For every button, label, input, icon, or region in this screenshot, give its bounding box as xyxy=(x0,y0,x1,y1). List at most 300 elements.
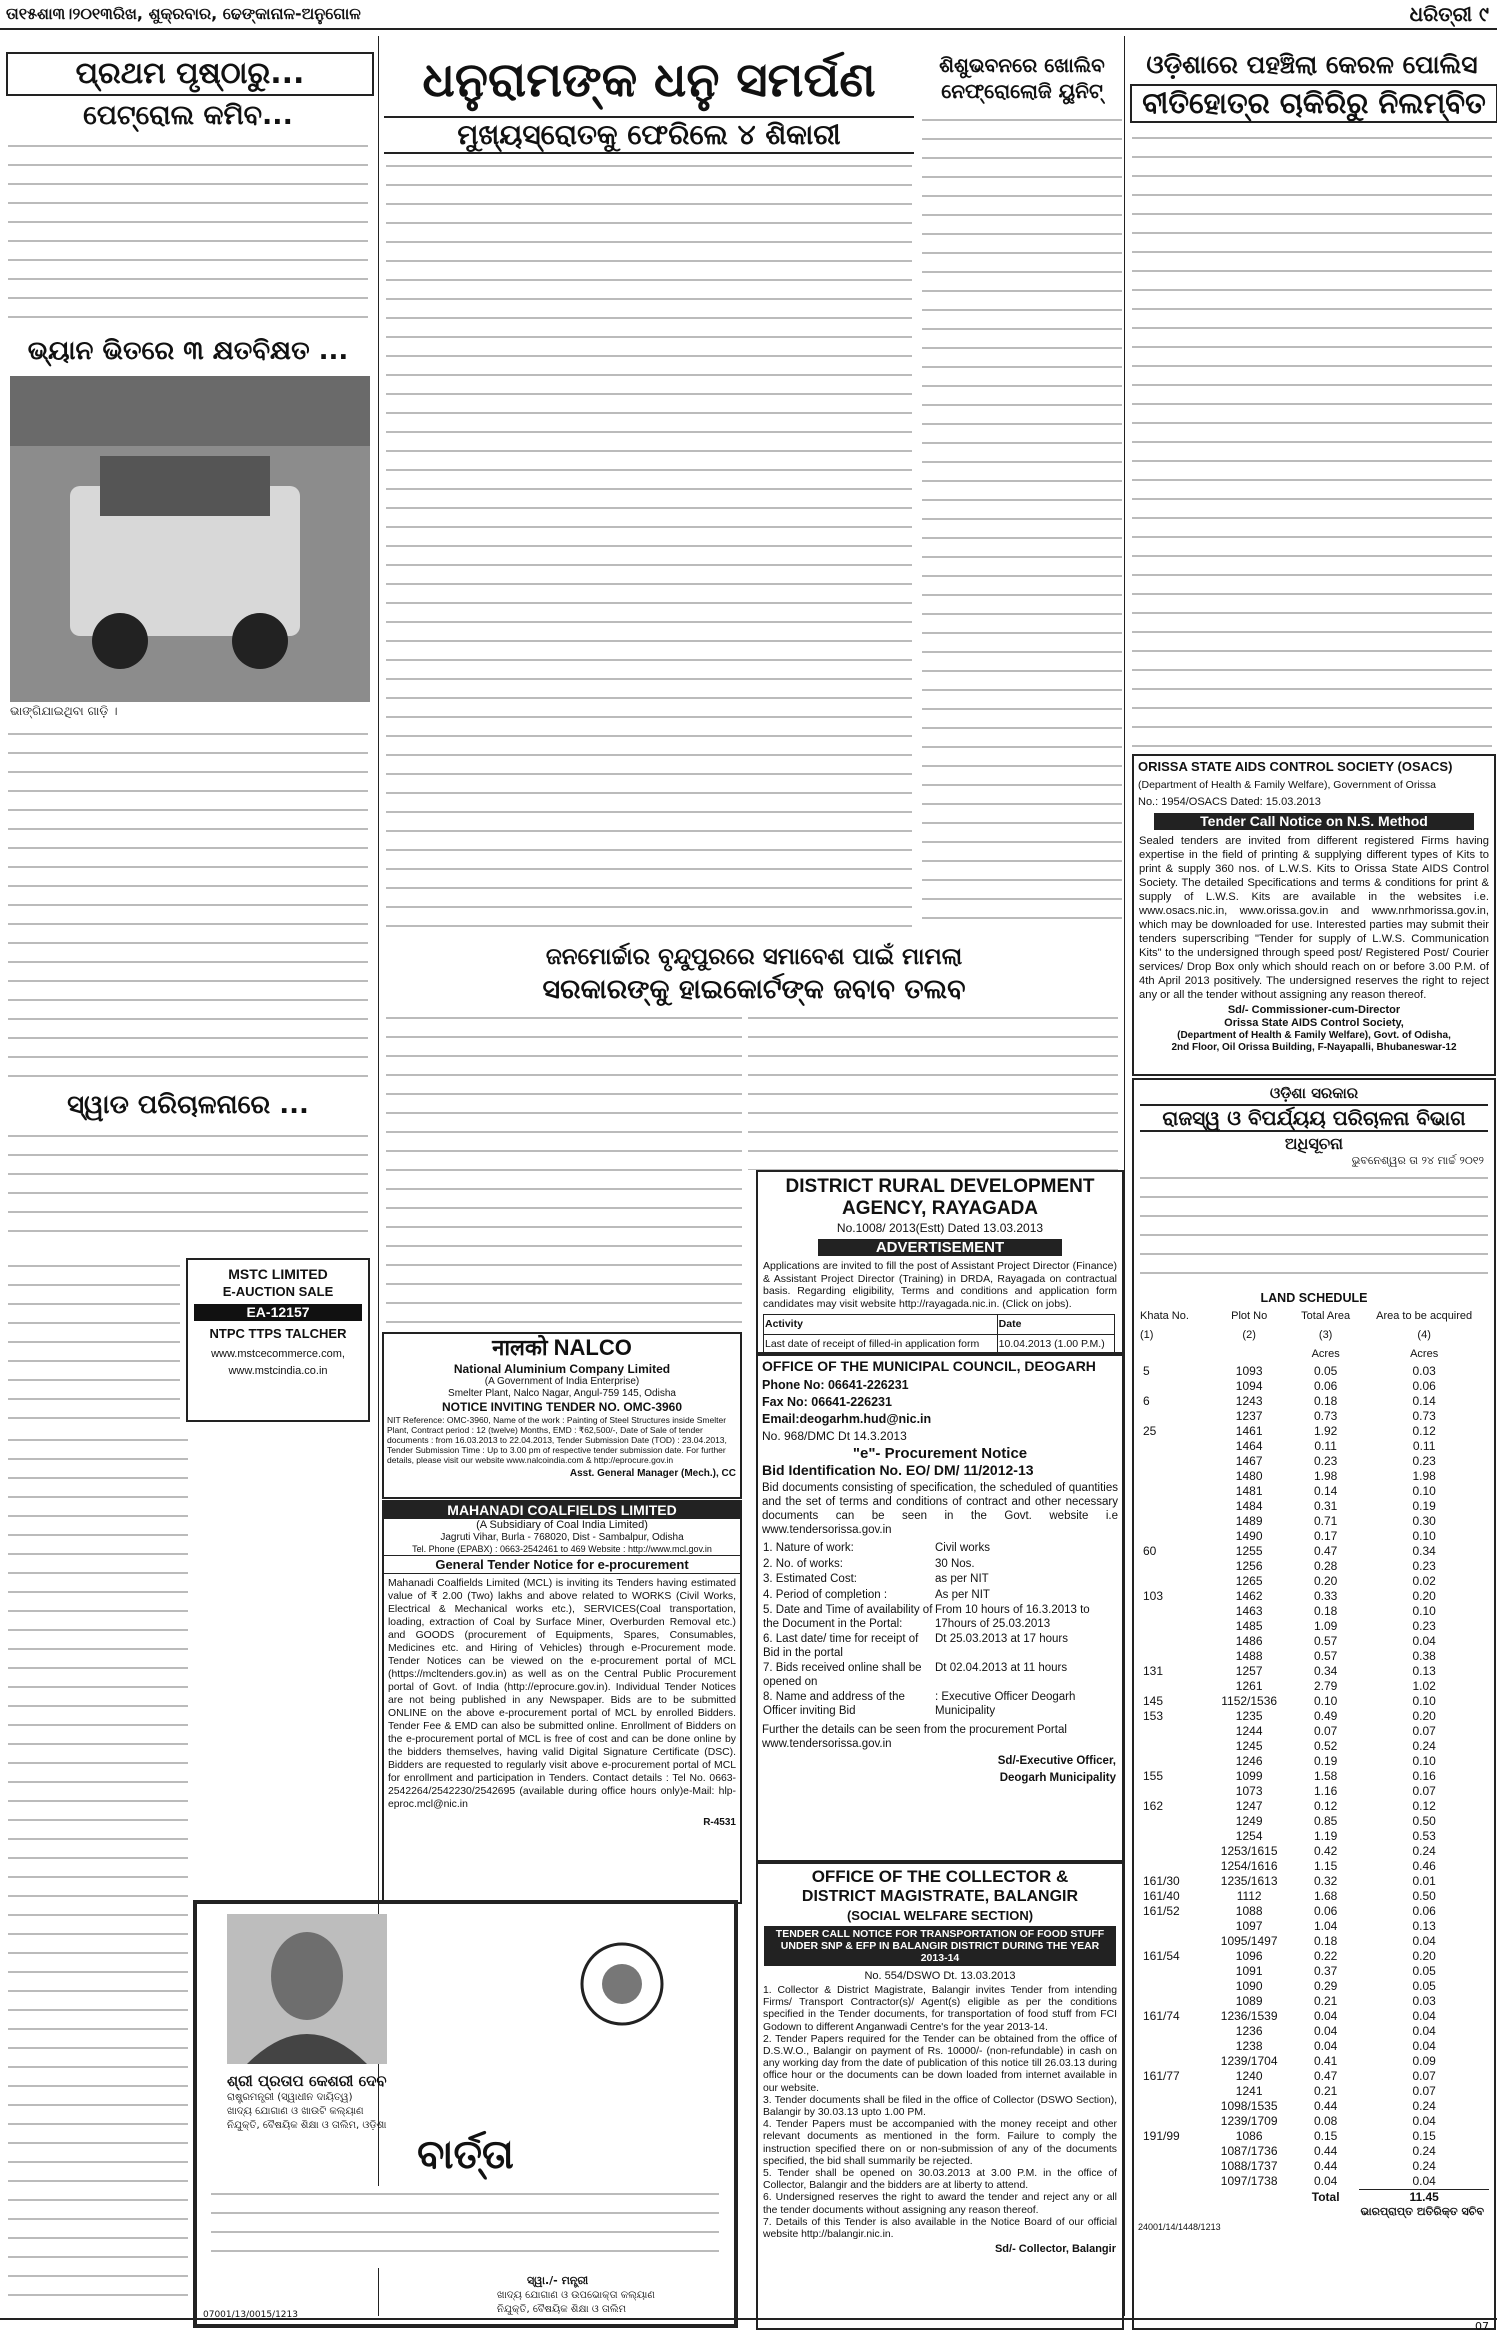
land-schedule-cell: 1461 xyxy=(1235,1424,1263,1438)
land-schedule-cell: 0.33 xyxy=(1313,1589,1338,1603)
land-schedule-cell: 0.24 xyxy=(1412,2144,1436,2158)
land-schedule-cell: 1237 xyxy=(1235,1409,1263,1423)
land-schedule-cell: 1088/1737 xyxy=(1220,2159,1278,2173)
deogarh-item-value: as per NIT xyxy=(935,1573,989,1585)
land-schedule-cell: 0.19 xyxy=(1412,1499,1436,1513)
deogarh-sign-1: Sd/-Executive Officer, xyxy=(997,1755,1116,1767)
minister-name: ଶ୍ରୀ ପ୍ରତାପ କେଶରୀ ଦେବ xyxy=(227,2072,387,2090)
message-sign-1: ସ୍ୱା./- ମନ୍ତ୍ରୀ xyxy=(527,2274,589,2287)
land-schedule-cell: 0.08 xyxy=(1313,2114,1338,2128)
land-schedule-cell: 0.10 xyxy=(1412,1484,1436,1498)
land-schedule-cell: 0.28 xyxy=(1313,1559,1338,1573)
nalco-logo: नालको NALCO xyxy=(492,1335,632,1360)
message-ref: 07001/13/0015/1213 xyxy=(203,2310,298,2320)
land-schedule-row xyxy=(1139,1424,1489,1439)
land-schedule-cell: 1.09 xyxy=(1313,1619,1338,1633)
land-schedule-row xyxy=(1139,1379,1489,1394)
land-schedule-cell: 1249 xyxy=(1235,1814,1263,1828)
land-schedule-cell: 0.52 xyxy=(1313,1739,1338,1753)
land-schedule-cell: 0.05 xyxy=(1412,1964,1436,1978)
col-number: (4) xyxy=(1417,1329,1431,1341)
land-schedule-row xyxy=(1139,2039,1489,2054)
land-schedule-cell: 0.12 xyxy=(1412,1799,1436,1813)
land-schedule-cell xyxy=(1139,1484,1206,1499)
nephrology-headline: ଶିଶୁଭବନରେ ଖୋଲିବ ନେଫ୍ରୋଲୋଜି ୟୁନିଟ୍ xyxy=(939,53,1105,103)
land-schedule-cell: 1112 xyxy=(1236,1889,1262,1903)
deogarh-item xyxy=(762,1661,1116,1690)
land-schedule-cell: 0.10 xyxy=(1313,1694,1338,1708)
footer-page: 07 xyxy=(1475,2320,1489,2333)
drda-th-activity: Activity xyxy=(764,1315,998,1335)
land-schedule-row xyxy=(1139,1949,1489,1964)
land-schedule-cell xyxy=(1139,1964,1206,1979)
accident-photo xyxy=(10,376,370,702)
land-schedule-cell xyxy=(1139,1649,1206,1664)
mcl-ref: R-4531 xyxy=(703,1817,736,1828)
mcl-tel: Tel. Phone (EPABX) : 0663-2542461 to 469 Website : http://www.mcl.gov.in xyxy=(412,1544,712,1554)
land-schedule-cell: 145 xyxy=(1143,1694,1164,1708)
petrol-article-text xyxy=(8,138,368,328)
osacs-dept: (Department of Health & Family Welfare), Government of Orissa xyxy=(1138,779,1436,791)
land-schedule-cell: 1152/1536 xyxy=(1221,1694,1278,1708)
land-schedule-row xyxy=(1139,1784,1489,1799)
deogarh-item-value: Dt 25.03.2013 at 17 hours xyxy=(935,1633,1068,1645)
land-schedule-row xyxy=(1139,1964,1489,1979)
balangir-call: TENDER CALL NOTICE FOR TRANSPORTATION OF FOOD STUFF UNDER SNP & EFP IN BALANGIR DISTRICT DURING THE YEAR 2013-14 xyxy=(764,1926,1116,1966)
land-schedule-cell: 0.21 xyxy=(1313,2084,1338,2098)
land-schedule-cell: 0.23 xyxy=(1412,1619,1436,1633)
land-schedule-cell: 0.06 xyxy=(1412,1904,1436,1918)
land-schedule-cell: 0.46 xyxy=(1412,1859,1436,1873)
land-schedule-row xyxy=(1139,1994,1489,2009)
balangir-sign: Sd/- Collector, Balangir xyxy=(994,2243,1116,2256)
land-schedule-cell: 0.11 xyxy=(1412,1439,1436,1453)
land-schedule-row xyxy=(1139,2099,1489,2114)
land-schedule-row xyxy=(1139,1619,1489,1634)
deogarh-items xyxy=(762,1541,1116,1719)
land-schedule-cell: 0.24 xyxy=(1412,1739,1436,1753)
land-schedule-cell: 1.16 xyxy=(1313,1784,1338,1798)
deogarh-item-key: 1. Nature of work: xyxy=(763,1542,854,1554)
deogarh-item-key: 5. Date and Time of availability of the Document in the Portal: xyxy=(763,1604,933,1630)
balangir-item: 2. Tender Papers required for the Tender can be obtained from the office of D.S.W.O., Balangir on payment of Rs. 10000/- (non-refundable) in cash on any working day from the date of publication of this notice till 26.03.13 during office hour or the documents can be down loaded from internet available in our website. xyxy=(763,2033,1117,2094)
land-schedule-cell: 1.15 xyxy=(1313,1859,1338,1873)
land-schedule-cell: 0.11 xyxy=(1314,1439,1337,1453)
deogarh-title: OFFICE OF THE MUNICIPAL COUNCIL, DEOGARH xyxy=(762,1358,1096,1374)
land-schedule-row xyxy=(1139,2159,1489,2174)
land-schedule-cell: 1090 xyxy=(1235,1979,1263,1993)
land-schedule-cell: 0.49 xyxy=(1313,1709,1338,1723)
nalco-address: Smelter Plant, Nalco Nagar, Angul-759 145, Odisha xyxy=(448,1388,676,1399)
land-schedule-cell: 1463 xyxy=(1235,1604,1263,1618)
land-schedule-cell xyxy=(1139,1754,1206,1769)
drda-td-date: 10.04.2013 (1.00 P.M.) xyxy=(997,1335,1114,1355)
minister-message-ad xyxy=(193,1900,738,2328)
balangir-title-2: DISTRICT MAGISTRATE, BALANGIR xyxy=(801,1888,1079,1905)
land-schedule-cell xyxy=(1139,1814,1206,1829)
land-schedule-cell: 0.04 xyxy=(1412,2174,1436,2188)
page-number: ଧରିତ୍ରୀ ୯ xyxy=(1409,2,1489,26)
deogarh-number: No. 968/DMC Dt 14.3.2013 xyxy=(762,1429,907,1443)
land-schedule-cell: 1240 xyxy=(1235,2069,1263,2083)
squad-headline: ସ୍ୱାଡ ପରିଚାଳନାରେ ... xyxy=(67,1090,309,1120)
land-schedule-row xyxy=(1139,1649,1489,1664)
land-schedule-row xyxy=(1139,1709,1489,1724)
land-schedule-cell: 0.07 xyxy=(1412,1784,1436,1798)
land-schedule-cell: 0.07 xyxy=(1412,2069,1436,2083)
col-unit xyxy=(1206,1345,1292,1364)
balangir-section: (SOCIAL WELFARE SECTION) xyxy=(846,1908,1034,1923)
deogarh-notice: "e"- Procurement Notice xyxy=(852,1445,1028,1462)
message-title: ବାର୍ତ୍ତା xyxy=(417,2132,514,2178)
land-schedule-row xyxy=(1139,2024,1489,2039)
van-article-text xyxy=(8,726,368,1086)
mcl-title: MAHANADI COALFIELDS LIMITED xyxy=(384,1502,740,1519)
kerala-subhead: ବୀତିହୋତ୍ର ଚାକିରିରୁ ନିଲମ୍ବିତ xyxy=(1130,84,1497,123)
mcl-heading: General Tender Notice for e-procurement xyxy=(384,1555,740,1574)
col-header: Area to be acquired xyxy=(1376,1310,1473,1322)
nalco-title: NOTICE INVITING TENDER NO. OMC-3960 xyxy=(441,1400,683,1414)
land-schedule-cell: 1490 xyxy=(1235,1529,1263,1543)
rally-subhead: ସରକାରଙ୍କୁ ହାଇକୋର୍ଟଙ୍କ ଜବାବ ତଲବ xyxy=(542,974,966,1005)
land-schedule-cell: 0.73 xyxy=(1412,1409,1436,1423)
land-schedule-row xyxy=(1139,1859,1489,1874)
land-schedule-cell: 0.21 xyxy=(1313,1994,1338,2008)
land-schedule-cell: 0.20 xyxy=(1412,1709,1436,1723)
land-schedule-cell: 1099 xyxy=(1235,1769,1263,1783)
land-schedule-cell: 0.53 xyxy=(1412,1829,1436,1843)
land-schedule-row xyxy=(1139,1454,1489,1469)
minister-role-1: ରାଷ୍ଟ୍ରମନ୍ତ୍ରୀ (ସ୍ୱାଧୀନ ଦାୟିତ୍ୱ) xyxy=(227,2092,353,2103)
land-schedule-cell: 1265 xyxy=(1235,1574,1263,1588)
land-schedule-cell: 0.13 xyxy=(1412,1664,1436,1678)
land-schedule-cell: 0.24 xyxy=(1412,2099,1436,2113)
drda-ad xyxy=(756,1170,1124,1354)
land-schedule-cell: 0.44 xyxy=(1313,2099,1338,2113)
column-rule xyxy=(1124,36,1125,2316)
land-schedule-cell: 0.20 xyxy=(1412,1949,1436,1963)
land-schedule-cell: 0.13 xyxy=(1412,1919,1436,1933)
balangir-title-1: OFFICE OF THE COLLECTOR & xyxy=(811,1867,1069,1886)
mstc-sale: E-AUCTION SALE xyxy=(222,1284,334,1299)
land-schedule-body xyxy=(1139,1364,1489,2190)
drda-th-date: Date xyxy=(997,1315,1114,1335)
land-schedule-cell: 0.57 xyxy=(1313,1634,1338,1648)
land-schedule-cell xyxy=(1139,1784,1206,1799)
land-schedule-row xyxy=(1139,1589,1489,1604)
land-schedule-cell: 0.23 xyxy=(1313,1454,1338,1468)
deogarh-item-key: 3. Estimated Cost: xyxy=(763,1573,857,1585)
land-schedule-cell: 1246 xyxy=(1235,1754,1263,1768)
deogarh-item-value: As per NIT xyxy=(935,1588,990,1601)
land-schedule-cell xyxy=(1139,1844,1206,1859)
land-schedule-cell: 1089 xyxy=(1235,1994,1263,2008)
land-schedule-row xyxy=(1139,1889,1489,1904)
rally-article-text xyxy=(386,1010,742,1330)
land-schedule-cell xyxy=(1139,1679,1206,1694)
land-schedule-cell xyxy=(1139,1619,1206,1634)
nalco-body: NIT Reference: OMC-3960, Name of the work : Painting of Steel Structures inside Smelter Plant, Contract period : 12 (twelve) Months, EMD : ₹62,500/-, Date of Sale of tender documents : from 16.03.2013 to 22.04.2013, Tender Submission Date (TOD) : 23.04.2013, Tender Submission Time : Up to 3.00 pm of respective tender submission date. For further details, please visit our website www.nalcoindia.com & http://eprocure.gov.in xyxy=(387,1415,727,1465)
nalco-sign: Asst. General Manager (Mech.), CC xyxy=(569,1468,736,1479)
van-headline: ଭ୍ୟାନ ଭିତରେ ୩ କ୍ଷତବିକ୍ଷତ ... xyxy=(27,336,349,366)
total-cell xyxy=(1206,2190,1292,2206)
land-schedule-cell: 0.15 xyxy=(1313,2129,1338,2143)
land-schedule-cell: 1253/1615 xyxy=(1220,1844,1278,1858)
squad-article-text-3 xyxy=(8,1432,188,2312)
message-sign-2: ଖାଦ୍ୟ ଯୋଗାଣ ଓ ଉପଭୋକ୍ତା କଲ୍ୟାଣ xyxy=(497,2290,655,2301)
land-schedule-cell xyxy=(1139,1979,1206,1994)
petrol-headline: ପେଟ୍ରୋଲ କମିବ... xyxy=(83,100,293,131)
land-schedule-cell: 155 xyxy=(1143,1769,1164,1783)
revenue-date: ଭୁବନେଶ୍ୱର ତା ୨୪ ମାର୍ଚ୍ଚ ୨୦୧୨ xyxy=(1351,1154,1484,1167)
nalco-name: National Aluminium Company Limited xyxy=(453,1362,671,1376)
land-schedule-row xyxy=(1139,1799,1489,1814)
land-schedule-cell: 0.06 xyxy=(1313,1904,1338,1918)
drda-table xyxy=(763,1314,1115,1354)
land-schedule-cell: 1.02 xyxy=(1412,1679,1436,1693)
land-schedule-cell xyxy=(1139,1379,1206,1394)
land-schedule-cell: 0.44 xyxy=(1313,2159,1338,2173)
col-header: Total Area xyxy=(1301,1310,1351,1322)
revenue-notice: ଅଧିସୂଚନା xyxy=(1284,1134,1344,1153)
land-schedule-cell: 1239/1709 xyxy=(1220,2114,1278,2128)
land-schedule-cell: 0.41 xyxy=(1313,2054,1338,2068)
land-schedule-cell: 1257 xyxy=(1235,1664,1263,1678)
land-schedule-row xyxy=(1139,1769,1489,1784)
land-schedule-cell: 161/52 xyxy=(1143,1904,1180,1918)
land-schedule-cell: 0.12 xyxy=(1313,1799,1338,1813)
land-schedule-cell: 0.07 xyxy=(1313,1724,1338,1738)
land-schedule-cell xyxy=(1139,1409,1206,1424)
land-schedule-cell xyxy=(1139,1514,1206,1529)
land-schedule-row xyxy=(1139,1574,1489,1589)
squad-article-text-2 xyxy=(8,1258,180,1426)
osacs-number: No.: 1954/OSACS Dated: 15.03.2013 xyxy=(1138,796,1321,808)
land-schedule-cell: 1241 xyxy=(1235,2084,1263,2098)
minister-role-3: ନିଯୁକ୍ତି, ବୈଷୟିକ ଶିକ୍ଷା ଓ ତାଲିମ, ଓଡ଼ିଶା xyxy=(227,2120,387,2131)
land-schedule-cell: 0.31 xyxy=(1313,1499,1338,1513)
deogarh-item xyxy=(762,1557,1116,1573)
deogarh-item-value: From 10 hours of 16.3.2013 to 17hours of 25.03.2013 xyxy=(935,1604,1090,1630)
drda-td-activity: Last date of receipt of filled-in application form xyxy=(764,1335,998,1355)
land-schedule-cell xyxy=(1139,2144,1206,2159)
land-schedule-cell: 0.04 xyxy=(1412,2024,1436,2038)
land-schedule-cell: 0.10 xyxy=(1412,1604,1436,1618)
drda-body: Applications are invited to fill the post of Assistant Project Director (Finance) & Assistant Project Director (Training) in DRDA, Rayagada on contractual basis. Regarding eligibility, Terms and conditions and application form candidates may visit website http://rayagada.nic.in. (Click on jobs). xyxy=(763,1260,1117,1310)
mstc-ntpc: NTPC TTPS TALCHER xyxy=(209,1326,347,1341)
land-schedule-cell: 1.68 xyxy=(1313,1889,1338,1903)
osacs-notice: Tender Call Notice on N.S. Method xyxy=(1154,813,1474,830)
land-schedule-cell: 1464 xyxy=(1235,1439,1263,1453)
land-schedule-cell: 0.22 xyxy=(1313,1949,1338,1963)
total-label: Total xyxy=(1311,2189,1340,2204)
land-schedule-row xyxy=(1139,1829,1489,1844)
land-schedule-cell: 1484 xyxy=(1235,1499,1263,1513)
land-schedule-row xyxy=(1139,1364,1489,1379)
land-schedule-cell: 5 xyxy=(1143,1364,1150,1378)
land-schedule-row xyxy=(1139,1754,1489,1769)
photo-caption: ଭାଙ୍ଗିଯାଇଥିବା ଗାଡ଼ି । xyxy=(10,704,118,718)
land-schedule-cell: 0.37 xyxy=(1313,1964,1338,1978)
land-schedule-cell: 1481 xyxy=(1235,1484,1263,1498)
kerala-headline: ଓଡ଼ିଶାରେ ପହଞ୍ଚିଲା କେରଳ ପୋଲିସ xyxy=(1146,50,1478,79)
land-schedule-cell: 0.05 xyxy=(1313,1364,1338,1378)
land-schedule-cell: 0.71 xyxy=(1313,1514,1338,1528)
balangir-item: 7. Details of this Tender is also available in the Notice Board of our official website http://balangir.nic.in. xyxy=(763,2216,1117,2241)
deogarh-item-key: 4. Period of completion : xyxy=(763,1588,888,1601)
land-schedule-cell: 0.09 xyxy=(1412,2054,1436,2068)
land-schedule-cell: 0.07 xyxy=(1412,2084,1436,2098)
osacs-sign-3: (Department of Health & Family Welfare), Govt. of Odisha, xyxy=(1177,1030,1451,1041)
land-schedule-cell xyxy=(1139,1829,1206,1844)
land-schedule-row xyxy=(1139,1469,1489,1484)
land-schedule-cell xyxy=(1139,1994,1206,2009)
land-schedule-cell: 1091 xyxy=(1235,1964,1263,1978)
drda-title-1: DISTRICT RURAL DEVELOPMENT xyxy=(785,1176,1095,1197)
col-unit: Acres xyxy=(1410,1348,1439,1360)
osacs-body: Sealed tenders are invited from different registered Firms having expertise in the field of printing & supplying different types of Kits to print & supply 360 nos. of L.W.S. Kits to Orissa State AIDS Control Society. The detailed Specifications and terms & conditions for print & supply of L.W.S. Kits are available in the websites i.e. www.osacs.nic.in, www.orissa.gov.in and www.nrhmorissa.gov.in, which may be downloaded for use. Interested parties may submit their tenders superscribing "Tender for supply of L.W.S. Communication Kits" to the undersigned through speed post/ Registered Post/ Courier services/ Drop Box only which should reach on or before 3.00 P.M. of 4th April 2013 positively. The undersigned reserves the right to reject any or all the tender without assigning any reason thereof. xyxy=(1139,835,1489,1001)
land-schedule-row xyxy=(1139,2009,1489,2024)
land-schedule-cell: 1086 xyxy=(1235,2129,1263,2143)
land-schedule-cell: 1488 xyxy=(1235,1649,1263,1663)
total-cell xyxy=(1139,2190,1206,2206)
land-schedule-cell: 162 xyxy=(1143,1799,1164,1813)
land-schedule-cell: 0.47 xyxy=(1313,1544,1338,1558)
deogarh-fax: Fax No: 06641-226231 xyxy=(762,1395,892,1409)
land-schedule-row xyxy=(1139,1559,1489,1574)
land-schedule-cell: 1235/1613 xyxy=(1220,1874,1278,1888)
land-schedule-cell: 0.03 xyxy=(1412,1364,1436,1378)
land-schedule-cell: 0.19 xyxy=(1313,1754,1338,1768)
land-schedule-row xyxy=(1139,1694,1489,1709)
main-headline: ଧନୁରାମଙ୍କ ଧନୁ ସମର୍ପଣ xyxy=(422,52,876,108)
deogarh-item-key: 6. Last date/ time for receipt of Bid in the portal xyxy=(763,1633,919,1659)
land-schedule-cell xyxy=(1139,2024,1206,2039)
deogarh-item-key: 2. No. of works: xyxy=(763,1557,843,1570)
land-schedule-cell: 0.10 xyxy=(1412,1529,1436,1543)
land-schedule-cell: 0.05 xyxy=(1412,1979,1436,1993)
land-schedule-cell: 0.50 xyxy=(1412,1889,1436,1903)
land-schedule-cell: 0.04 xyxy=(1412,1934,1436,1948)
main-subhead: ମୁଖ୍ୟସ୍ରୋତକୁ ଫେରିଲେ ୪ ଶିକାରୀ xyxy=(384,116,914,154)
land-schedule-cell: 0.42 xyxy=(1313,1844,1338,1858)
message-sign-3: ନିଯୁକ୍ତି, ବୈଷୟିକ ଶିକ୍ଷା ଓ ତାଲିମ xyxy=(497,2304,627,2315)
land-schedule-cell: 161/54 xyxy=(1143,1949,1180,1963)
land-schedule-row xyxy=(1139,1634,1489,1649)
deogarh-item xyxy=(762,1572,1116,1588)
osacs-title: ORISSA STATE AIDS CONTROL SOCIETY (OSACS) xyxy=(1138,759,1453,774)
land-schedule-row xyxy=(1139,1679,1489,1694)
deogarh-sign-2: Deogarh Municipality xyxy=(999,1772,1116,1784)
land-schedule-row xyxy=(1139,1739,1489,1754)
land-schedule-cell: 1097 xyxy=(1235,1919,1263,1933)
land-schedule-cell: 0.23 xyxy=(1412,1559,1436,1573)
land-schedule-cell: 0.18 xyxy=(1313,1934,1338,1948)
land-schedule-row xyxy=(1139,1814,1489,1829)
minister-role-2: ଖାଦ୍ୟ ଯୋଗାଣ ଓ ଖାଉଟି କଲ୍ୟାଣ xyxy=(227,2106,364,2117)
nephrology-article-text xyxy=(922,112,1122,932)
land-schedule-cell: 161/77 xyxy=(1143,2069,1180,2083)
land-schedule-cell: 161/40 xyxy=(1143,1889,1180,1903)
mstc-website: www.mstcecommerce.com, www.mstcindia.co.in xyxy=(211,1348,345,1377)
land-schedule-cell xyxy=(1139,1934,1206,1949)
land-schedule-row xyxy=(1139,2069,1489,2084)
land-schedule-row xyxy=(1139,1514,1489,1529)
land-schedule-row xyxy=(1139,1844,1489,1859)
land-schedule-cell xyxy=(1139,1919,1206,1934)
deogarh-item-value: : Executive Officer Deogarh Municipality xyxy=(935,1691,1076,1717)
date-line: ତା୧୫ଶା୩।୨୦୧୩ରିଖ, ଶୁକ୍ରବାର, ଢେଙ୍କାନାଳ-ଅନୁଗୋଳ xyxy=(6,4,361,23)
land-schedule-cell: 0.04 xyxy=(1412,1634,1436,1648)
land-schedule-row xyxy=(1139,2174,1489,2190)
land-schedule-cell: 0.85 xyxy=(1313,1814,1338,1828)
land-schedule-row xyxy=(1139,1874,1489,1889)
col-number: (3) xyxy=(1318,1329,1333,1341)
land-schedule-cell: 1087/1736 xyxy=(1220,2144,1278,2158)
balangir-item: 3. Tender documents shall be filed in the office of Collector (DSWO Section), Balangir by 30.03.13 upto 1.00 PM. xyxy=(763,2094,1117,2119)
land-schedule-cell: 0.04 xyxy=(1313,2024,1338,2038)
balangir-ad xyxy=(756,1862,1124,2330)
land-schedule-cell: 0.04 xyxy=(1412,2039,1436,2053)
land-schedule-cell: 1073 xyxy=(1235,1784,1263,1798)
land-schedule-cell xyxy=(1139,1499,1206,1514)
land-schedule-cell xyxy=(1139,2084,1206,2099)
deogarh-bid-id: Bid Identification No. EO/ DM/ 11/2012-13 xyxy=(762,1462,1034,1478)
land-schedule-cell: 131 xyxy=(1143,1664,1164,1678)
page-header xyxy=(0,0,1497,30)
land-schedule-cell: 0.18 xyxy=(1313,1604,1338,1618)
land-schedule-cell: 153 xyxy=(1143,1709,1164,1723)
land-schedule-cell: 0.06 xyxy=(1412,1379,1436,1393)
land-schedule-cell: 1.98 xyxy=(1412,1469,1436,1483)
land-schedule-cell: 0.02 xyxy=(1412,1574,1436,1588)
land-schedule-row xyxy=(1139,1439,1489,1454)
osacs-ad xyxy=(1132,754,1496,1076)
deogarh-item-value: Civil works xyxy=(935,1542,990,1554)
deogarh-item xyxy=(762,1603,1116,1632)
land-schedule-cell: 1485 xyxy=(1235,1619,1263,1633)
land-schedule-cell: 1486 xyxy=(1235,1634,1263,1648)
message-body xyxy=(211,2186,719,2268)
total-value: 11.45 xyxy=(1359,2190,1489,2206)
land-schedule-cell: 161/30 xyxy=(1143,1874,1180,1888)
land-schedule-cell: 0.34 xyxy=(1412,1544,1436,1558)
drda-adv-label: ADVERTISEMENT xyxy=(818,1239,1062,1256)
land-schedule-cell xyxy=(1139,2039,1206,2054)
land-schedule-cell: 1095/1497 xyxy=(1220,1934,1278,1948)
deogarh-ad xyxy=(756,1354,1124,1862)
land-schedule-cell: 1254 xyxy=(1235,1829,1263,1843)
land-schedule-cell: 1238 xyxy=(1235,2039,1263,2053)
land-schedule-cell xyxy=(1139,1574,1206,1589)
land-schedule-cell: 1.19 xyxy=(1313,1829,1338,1843)
main-article-text xyxy=(386,158,912,930)
land-schedule-row xyxy=(1139,2114,1489,2129)
squad-article-text xyxy=(8,1128,368,1248)
deogarh-item xyxy=(762,1588,1116,1604)
land-schedule-cell: 0.04 xyxy=(1313,2039,1338,2053)
land-schedule-cell: 1094 xyxy=(1235,1379,1263,1393)
land-schedule-row xyxy=(1139,1499,1489,1514)
land-schedule-cell: 1243 xyxy=(1235,1394,1263,1408)
land-schedule-cell: 0.17 xyxy=(1313,1529,1338,1543)
land-schedule-cell: 0.20 xyxy=(1412,1589,1436,1603)
odisha-emblem-icon xyxy=(577,1934,667,2034)
col-header: Plot No xyxy=(1231,1310,1268,1322)
land-schedule-cell: 1256 xyxy=(1235,1559,1263,1573)
land-schedule-cell: 1239/1704 xyxy=(1220,2054,1278,2068)
revenue-body-text xyxy=(1140,1170,1488,1288)
